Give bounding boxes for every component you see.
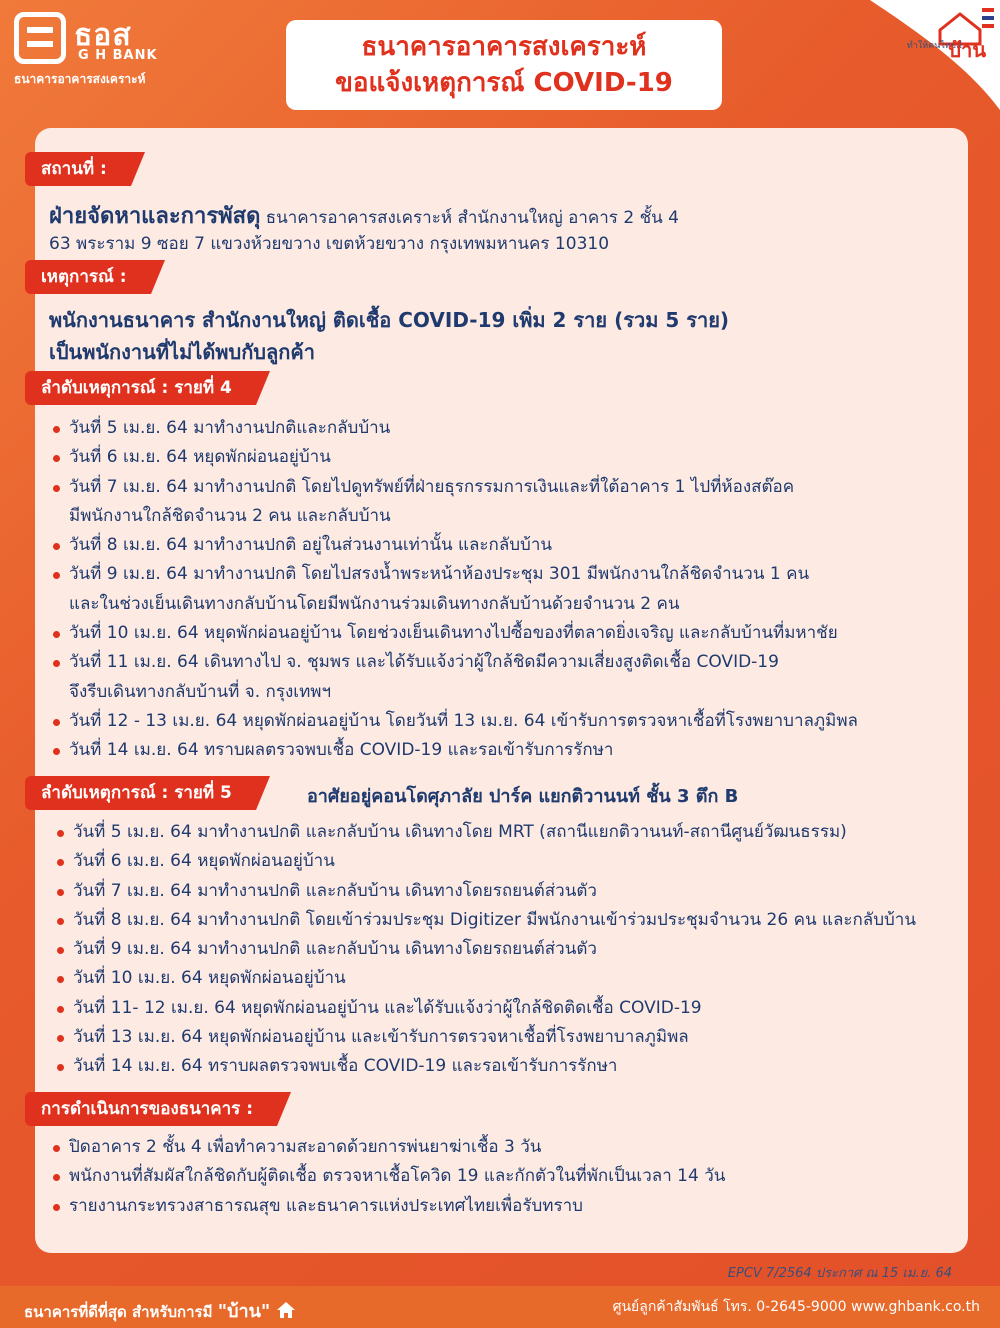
case4-item-text: วันที่ 12 - 13 เม.ย. 64 หยุดพักผ่อนอยู่บ้าน โดยวันที่ 13 เม.ย. 64 เข้ารับการตรวจหาเชื้อที่โรงพยาบาลภูมิพล (69, 710, 858, 731)
page-title (286, 20, 722, 110)
case5-label: ลำดับเหตุการณ์ : รายที่ 5 (25, 776, 256, 810)
case5-item-text: วันที่ 13 เม.ย. 64 หยุดพักผ่อนอยู่บ้าน และเข้ารับการตรวจหาเชื้อที่โรงพยาบาลภูมิพล (73, 1027, 689, 1048)
case5-item-text: วันที่ 7 เม.ย. 64 มาทำงานปกติ และกลับบ้าน เดินทางโดยรถยนต์ส่วนตัว (73, 880, 597, 901)
case5-item-text: วันที่ 6 เม.ย. 64 หยุดพักผ่อนอยู่บ้าน (73, 851, 335, 872)
event-line-1: พนักงานธนาคาร สำนักงานใหญ่ ติดเชื้อ COVID-19 เพิ่ม 2 ราย (รวม 5 ราย) (49, 308, 730, 332)
case4-item (53, 648, 858, 707)
footer-slogan-text: ธนาคารที่ดีที่สุด สำหรับการมี (24, 1303, 213, 1321)
case5-residence: อาศัยอยู่คอนโดศุภาลัย ปาร์ค แยกติวานนท์ ชั้น 3 ตึก B (307, 786, 739, 807)
case4-item-text: วันที่ 11 เม.ย. 64 เดินทางไป จ. ชุมพร และได้รับแจ้งว่าผู้ใกล้ชิดมีความเสี่ยงสูงติดเชื้อ COVID-19 (69, 652, 779, 673)
location-label: สถานที่ : (25, 152, 131, 186)
logo-english-text: G H BANK (78, 48, 158, 63)
case4-label: ลำดับเหตุการณ์ : รายที่ 4 (25, 371, 256, 405)
action-item (53, 1162, 725, 1191)
case4-item (53, 443, 858, 472)
home-icon (276, 1301, 296, 1319)
location-department: ฝ่ายจัดหาและการพัสดุ (49, 204, 261, 229)
logo-subtitle: ธนาคารอาคารสงเคราะห์ (14, 72, 146, 86)
reference-note: EPCV 7/2564 ประกาศ ณ 15 เม.ย. 64 (727, 1266, 952, 1281)
corner-word-baan: บ้าน (948, 38, 986, 62)
case4-item-text: วันที่ 9 เม.ย. 64 มาทำงานปกติ โดยไปสรงน้ำพระหน้าห้องประชุม 301 มีพนักงานใกล้ชิดจำนวน 1 คน (69, 564, 810, 585)
event-label: เหตุการณ์ : (25, 260, 151, 294)
footer-contact[interactable]: ศูนย์ลูกค้าสัมพันธ์ โทร. 0-2645-9000 www.ghbank.co.th (612, 1299, 980, 1315)
case5-item-text: วันที่ 11- 12 เม.ย. 64 หยุดพักผ่อนอยู่บ้าน และได้รับแจ้งว่าผู้ใกล้ชิดติดเชื้อ COVID-19 (73, 997, 702, 1018)
case4-item (53, 619, 858, 648)
case4-item (53, 707, 858, 736)
action-item-text: ปิดอาคาร 2 ชั้น 4 เพื่อทำความสะอาดด้วยการพ่นยาฆ่าเชื้อ 3 วัน (69, 1137, 542, 1157)
case4-item-text: วันที่ 7 เม.ย. 64 มาทำงานปกติ โดยไปดูทรัพย์ที่ฝ่ายธุรกรรมการเงินและที่ใต้อาคาร 1 ไปที่ห้องสต๊อค (69, 476, 795, 497)
corner-tagline: ทำให้คนไทยมี (906, 41, 962, 51)
case5-timeline (57, 818, 916, 1082)
case4-item-text: วันที่ 10 เม.ย. 64 หยุดพักผ่อนอยู่บ้าน โดยช่วงเย็นเดินทางไปซื้อของที่ตลาดยิ่งเจริญ และกลับบ้านที่มหาชัย (69, 623, 838, 644)
corner-badge (870, 0, 1000, 110)
case4-item-continuation: และในช่วงเย็นเดินทางกลับบ้านโดยมีพนักงานร่วมเดินทางกลับบ้านด้วยจำนวน 2 คน (69, 593, 680, 614)
case5-item (57, 1052, 916, 1081)
footer-slogan (24, 1296, 296, 1325)
case4-item (53, 473, 858, 532)
case4-timeline (53, 414, 858, 766)
action-item (53, 1192, 725, 1221)
case5-item-text: วันที่ 10 เม.ย. 64 หยุดพักผ่อนอยู่บ้าน (73, 968, 346, 989)
actions-label: การดำเนินการของธนาคาร : (25, 1092, 277, 1126)
location-building: ธนาคารอาคารสงเคราะห์ สำนักงานใหญ่ อาคาร 2 ชั้น 4 (265, 208, 679, 228)
footer-bar (0, 1286, 1000, 1328)
case4-item (53, 736, 858, 765)
case5-item-text: วันที่ 9 เม.ย. 64 มาทำงานปกติ และกลับบ้าน เดินทางโดยรถยนต์ส่วนตัว (73, 939, 597, 960)
ghbank-logo-mark-icon (14, 12, 66, 64)
case5-item (57, 818, 916, 847)
case4-item-text: วันที่ 6 เม.ย. 64 หยุดพักผ่อนอยู่บ้าน (69, 447, 331, 468)
action-item-text: รายงานกระทรวงสาธารณสุข และธนาคารแห่งประเทศไทยเพื่อรับทราบ (69, 1195, 583, 1216)
location-line (49, 198, 679, 233)
case5-item (57, 1023, 916, 1052)
logo-thai-text: ธอส (74, 18, 132, 53)
case5-item (57, 935, 916, 964)
case5-item-text: วันที่ 5 เม.ย. 64 มาทำงานปกติ และกลับบ้าน เดินทางโดย MRT (สถานีแยกติวานนท์-สถานีศูนย์วัฒนธรรม) (73, 822, 847, 842)
case4-item-text: วันที่ 8 เม.ย. 64 มาทำงานปกติ อยู่ในส่วนงานเท่านั้น และกลับบ้าน (69, 535, 552, 556)
case4-item-continuation: มีพนักงานใกล้ชิดจำนวน 2 คน และกลับบ้าน (69, 505, 391, 526)
ghbank-logo[interactable] (14, 12, 184, 86)
content-card (35, 128, 968, 1253)
footer-slogan-baan: "บ้าน" (217, 1301, 271, 1322)
case5-item (57, 906, 916, 935)
case5-item (57, 877, 916, 906)
case5-item (57, 994, 916, 1023)
case4-item-text: วันที่ 14 เม.ย. 64 ทราบผลตรวจพบเชื้อ COVID-19 และรอเข้ารับการรักษา (69, 740, 614, 761)
actions-list (53, 1133, 725, 1221)
case5-item-text: วันที่ 14 เม.ย. 64 ทราบผลตรวจพบเชื้อ COVID-19 และรอเข้ารับการรักษา (73, 1056, 618, 1077)
action-item (53, 1133, 725, 1162)
title-line-2: ขอแจ้งเหตุการณ์ COVID-19 (335, 68, 673, 98)
case4-item (53, 560, 858, 619)
case4-item-text: วันที่ 5 เม.ย. 64 มาทำงานปกติและกลับบ้าน (69, 418, 391, 438)
case5-item (57, 964, 916, 993)
action-item-text: พนักงานที่สัมผัสใกล้ชิดกับผู้ติดเชื้อ ตรวจหาเชื้อโควิด 19 และกักตัวในที่พักเป็นเวลา 14 วัน (69, 1166, 726, 1187)
location-address: 63 พระราม 9 ซอย 7 แขวงห้วยขวาง เขตห้วยขวาง กรุงเทพมหานคร 10310 (49, 234, 610, 254)
case4-item-continuation: จึงรีบเดินทางกลับบ้านที่ จ. กรุงเทพฯ (69, 681, 332, 702)
case4-item (53, 531, 858, 560)
case4-item (53, 414, 858, 443)
title-line-1: ธนาคารอาคารสงเคราะห์ (361, 32, 647, 62)
event-line-2: เป็นพนักงานที่ไม่ได้พบกับลูกค้า (49, 340, 315, 364)
case5-item-text: วันที่ 8 เม.ย. 64 มาทำงานปกติ โดยเข้าร่วมประชุม Digitizer มีพนักงานเข้าร่วมประชุมจำนวน 26 คน และกลับบ้าน (73, 909, 916, 930)
case5-item (57, 847, 916, 876)
